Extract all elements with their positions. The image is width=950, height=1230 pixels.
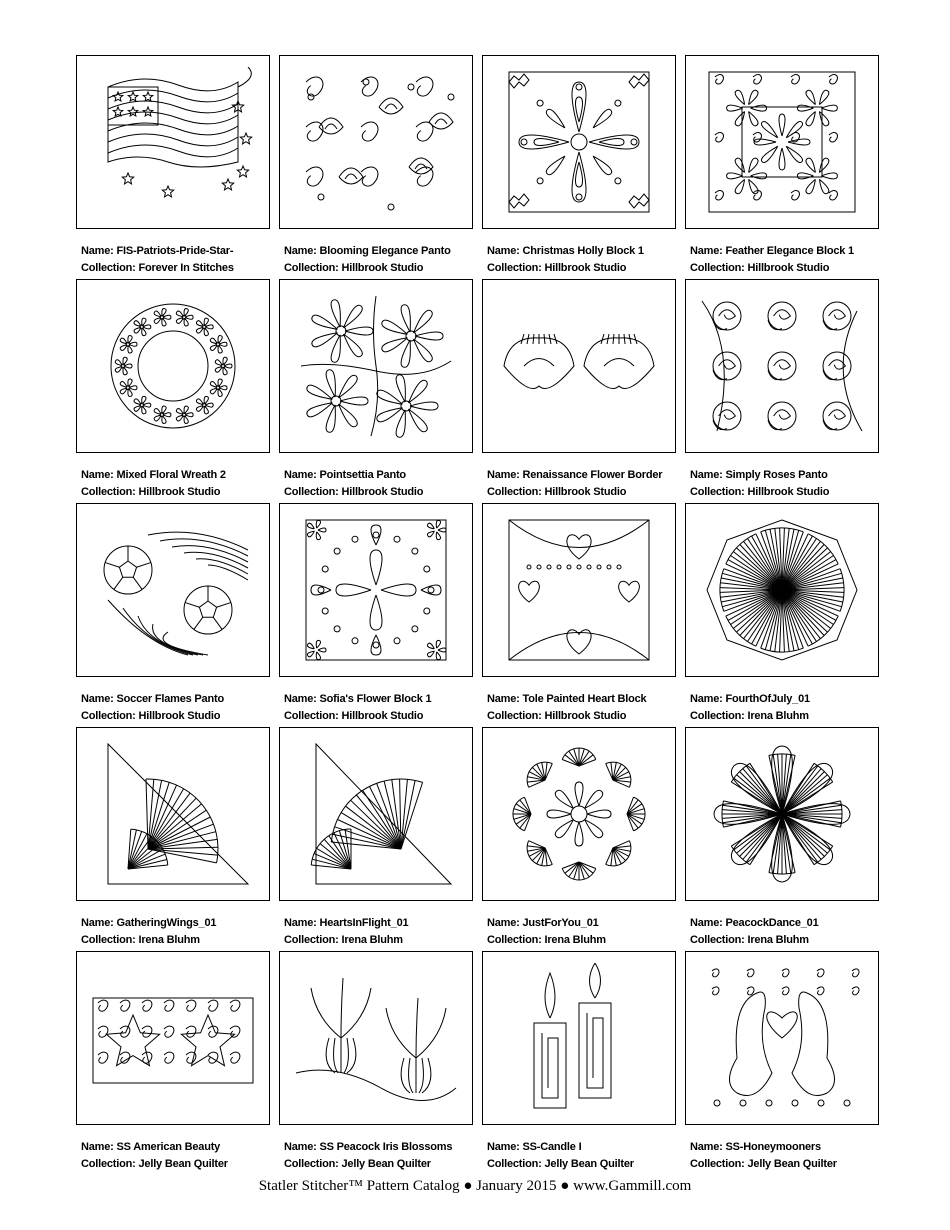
pattern-name-line: Name: Christmas Holly Block 1 (487, 245, 644, 257)
pattern-name: SS American Beauty (116, 1141, 221, 1153)
pattern-card[interactable] (76, 55, 272, 279)
pattern-collection-line: Collection: Hillbrook Studio (487, 710, 627, 722)
pattern-collection-line: Collection: Irena Bluhm (487, 934, 606, 946)
pattern-row (76, 727, 881, 951)
pattern-collection: Hillbrook Studio (341, 262, 424, 274)
pattern-collection-line: Collection: Hillbrook Studio (81, 710, 221, 722)
pattern-caption (76, 915, 272, 949)
name-label: Name (487, 917, 517, 929)
wreath-pattern-image (88, 291, 258, 441)
collection-label: Collection (690, 486, 742, 498)
candles-pattern-image (494, 963, 664, 1113)
pattern-caption (279, 691, 475, 725)
pattern-name-line: Name: Renaissance Flower Border (487, 469, 663, 481)
pattern-thumbnail[interactable] (482, 503, 676, 677)
pattern-card[interactable] (685, 279, 881, 503)
collection-label: Collection (487, 934, 539, 946)
collection-label: Collection (284, 1158, 336, 1170)
name-label: Name (81, 693, 111, 705)
pattern-card[interactable] (685, 55, 881, 279)
border-pattern-image (494, 291, 664, 441)
pattern-name-line: Name: FIS-Patriots-Pride-Star- (81, 245, 234, 257)
pattern-collection: Hillbrook Studio (544, 710, 627, 722)
pattern-collection-line: Collection: Hillbrook Studio (487, 262, 627, 274)
triangle-right-pattern-image (291, 739, 461, 889)
name-label: Name (690, 1141, 720, 1153)
pattern-collection: Hillbrook Studio (544, 262, 627, 274)
name-label: Name (690, 693, 720, 705)
name-label: Name (690, 469, 720, 481)
pattern-name: Christmas Holly Block 1 (522, 245, 644, 257)
name-label: Name (284, 245, 314, 257)
feather-block-pattern-image (697, 67, 867, 217)
pattern-caption (279, 915, 475, 949)
swans-pattern-image (697, 963, 867, 1113)
pattern-thumbnail[interactable] (279, 727, 473, 901)
pattern-thumbnail[interactable] (76, 727, 270, 901)
collection-label: Collection (81, 262, 133, 274)
pattern-caption (685, 915, 881, 949)
pattern-collection: Forever In Stitches (138, 262, 234, 274)
collection-label: Collection (690, 262, 742, 274)
pattern-name: Feather Elegance Block 1 (725, 245, 854, 257)
name-label: Name (487, 469, 517, 481)
pattern-card[interactable] (279, 55, 475, 279)
name-label: Name (487, 1141, 517, 1153)
name-label: Name (81, 245, 111, 257)
name-label: Name (690, 917, 720, 929)
pattern-caption (482, 1139, 678, 1173)
pattern-name-line: Name: SS Peacock Iris Blossoms (284, 1141, 453, 1153)
name-label: Name (690, 245, 720, 257)
pattern-name-line: Name: HeartsInFlight_01 (284, 917, 409, 929)
pattern-collection-line: Collection: Hillbrook Studio (284, 710, 424, 722)
pattern-caption (482, 467, 678, 501)
pattern-row (76, 55, 881, 279)
collection-label: Collection (487, 262, 539, 274)
pattern-name: SS-Honeymooners (725, 1141, 821, 1153)
pattern-collection: Jelly Bean Quilter (138, 1158, 228, 1170)
pattern-name-line: Name: Soccer Flames Panto (81, 693, 224, 705)
pattern-name: FourthOfJuly_01 (725, 693, 810, 705)
pattern-name: Mixed Floral Wreath 2 (116, 469, 226, 481)
pattern-name-line: Name: Mixed Floral Wreath 2 (81, 469, 226, 481)
holly-block-pattern-image (494, 67, 664, 217)
heart-block-pattern-image (494, 515, 664, 665)
pattern-card[interactable] (482, 951, 678, 1175)
pattern-collection-line: Collection: Irena Bluhm (81, 934, 200, 946)
pattern-collection: Hillbrook Studio (341, 710, 424, 722)
pattern-card[interactable] (685, 951, 881, 1175)
pattern-caption (482, 915, 678, 949)
collection-label: Collection (284, 934, 336, 946)
pattern-caption (685, 1139, 881, 1173)
name-label: Name (81, 917, 111, 929)
pattern-name: PeacockDance_01 (725, 917, 819, 929)
pattern-collection: Hillbrook Studio (138, 710, 221, 722)
collection-label: Collection (81, 934, 133, 946)
pattern-collection-line: Collection: Hillbrook Studio (690, 486, 830, 498)
pattern-collection: Irena Bluhm (747, 934, 809, 946)
roses-pattern-image (697, 291, 867, 441)
peacock-pattern-image (697, 739, 867, 889)
flag-pattern-image (88, 67, 258, 217)
pattern-thumbnail[interactable] (482, 727, 676, 901)
pattern-card[interactable] (76, 951, 272, 1175)
pattern-collection-line: Collection: Jelly Bean Quilter (81, 1158, 228, 1170)
collection-label: Collection (690, 1158, 742, 1170)
pattern-collection-line: Collection: Hillbrook Studio (284, 262, 424, 274)
pattern-caption (685, 467, 881, 501)
pattern-caption (482, 691, 678, 725)
pattern-collection-line: Collection: Irena Bluhm (690, 934, 809, 946)
pattern-collection: Hillbrook Studio (747, 486, 830, 498)
pattern-name-line: Name: FourthOfJuly_01 (690, 693, 810, 705)
sofia-block-pattern-image (291, 515, 461, 665)
pattern-collection-line: Collection: Jelly Bean Quilter (284, 1158, 431, 1170)
pattern-caption (76, 243, 272, 277)
pattern-collection: Irena Bluhm (747, 710, 809, 722)
pattern-collection: Jelly Bean Quilter (747, 1158, 837, 1170)
pattern-name-line: Name: Blooming Elegance Panto (284, 245, 451, 257)
collection-label: Collection (487, 1158, 539, 1170)
name-label: Name (284, 917, 314, 929)
pattern-card[interactable] (685, 503, 881, 727)
pattern-card[interactable] (279, 727, 475, 951)
pattern-collection-line: Collection: Forever In Stitches (81, 262, 234, 274)
pattern-row (76, 951, 881, 1175)
collection-label: Collection (81, 486, 133, 498)
pattern-thumbnail[interactable] (76, 503, 270, 677)
pattern-thumbnail[interactable] (279, 503, 473, 677)
pattern-caption (279, 243, 475, 277)
collection-label: Collection (284, 710, 336, 722)
pattern-collection-line: Collection: Irena Bluhm (690, 710, 809, 722)
pattern-collection: Hillbrook Studio (544, 486, 627, 498)
pattern-name-line: Name: Simply Roses Panto (690, 469, 828, 481)
pattern-grid (76, 55, 881, 1175)
pattern-caption (76, 1139, 272, 1173)
pattern-thumbnail[interactable] (685, 727, 879, 901)
pattern-card[interactable] (76, 503, 272, 727)
pattern-name-line: Name: Feather Elegance Block 1 (690, 245, 854, 257)
american-beauty-pattern-image (88, 963, 258, 1113)
pattern-name-line: Name: Sofia's Flower Block 1 (284, 693, 432, 705)
collection-label: Collection (284, 262, 336, 274)
pattern-name: Soccer Flames Panto (116, 693, 224, 705)
collection-label: Collection (487, 486, 539, 498)
fan-medallion-pattern-image (697, 515, 867, 665)
pattern-collection: Irena Bluhm (544, 934, 606, 946)
pattern-name: Simply Roses Panto (725, 469, 828, 481)
pattern-name: HeartsInFlight_01 (319, 917, 409, 929)
pattern-caption (76, 467, 272, 501)
triangle-left-pattern-image (88, 739, 258, 889)
pattern-card[interactable] (279, 279, 475, 503)
pattern-thumbnail[interactable] (482, 279, 676, 453)
collection-label: Collection (690, 710, 742, 722)
swirl-flowers-pattern-image (291, 67, 461, 217)
pattern-collection: Jelly Bean Quilter (341, 1158, 431, 1170)
name-label: Name (487, 245, 517, 257)
pattern-card[interactable] (279, 951, 475, 1175)
name-label: Name (487, 693, 517, 705)
pattern-caption (685, 691, 881, 725)
pattern-name: Blooming Elegance Panto (319, 245, 451, 257)
pattern-caption (279, 1139, 475, 1173)
pattern-name: FIS-Patriots-Pride-Star- (116, 245, 234, 257)
pattern-row (76, 503, 881, 727)
catalog-footer: Statler Stitcher™ Pattern Catalog ● January 2015 ● www.Gammill.com (258, 1178, 692, 1194)
pattern-collection: Jelly Bean Quilter (544, 1158, 634, 1170)
pattern-collection-line: Collection: Jelly Bean Quilter (487, 1158, 634, 1170)
pattern-name: Renaissance Flower Border (522, 469, 663, 481)
pattern-thumbnail[interactable] (685, 951, 879, 1125)
pattern-thumbnail[interactable] (482, 55, 676, 229)
pattern-card[interactable] (685, 727, 881, 951)
pattern-card[interactable] (482, 279, 678, 503)
pattern-thumbnail[interactable] (279, 951, 473, 1125)
pattern-thumbnail[interactable] (279, 279, 473, 453)
pattern-collection: Hillbrook Studio (138, 486, 221, 498)
pattern-name: Pointsettia Panto (319, 469, 406, 481)
pattern-thumbnail[interactable] (482, 951, 676, 1125)
pattern-collection-line: Collection: Hillbrook Studio (284, 486, 424, 498)
name-label: Name (284, 1141, 314, 1153)
pattern-thumbnail[interactable] (685, 503, 879, 677)
pattern-collection: Hillbrook Studio (341, 486, 424, 498)
poinsettia-pattern-image (291, 291, 461, 441)
pattern-row (76, 279, 881, 503)
pattern-caption (76, 691, 272, 725)
pattern-thumbnail[interactable] (76, 55, 270, 229)
collection-label: Collection (284, 486, 336, 498)
pattern-thumbnail[interactable] (76, 279, 270, 453)
pattern-thumbnail[interactable] (685, 55, 879, 229)
collection-label: Collection (690, 934, 742, 946)
pattern-collection: Irena Bluhm (341, 934, 403, 946)
pattern-collection-line: Collection: Irena Bluhm (284, 934, 403, 946)
collection-label: Collection (487, 710, 539, 722)
soccer-pattern-image (88, 515, 258, 665)
pattern-name: SS-Candle I (522, 1141, 582, 1153)
pattern-card[interactable] (76, 279, 272, 503)
pattern-card[interactable] (482, 727, 678, 951)
pattern-caption (685, 243, 881, 277)
pattern-thumbnail[interactable] (279, 55, 473, 229)
name-label: Name (284, 693, 314, 705)
name-label: Name (284, 469, 314, 481)
pattern-name-line: Name: Pointsettia Panto (284, 469, 406, 481)
pattern-name: GatheringWings_01 (116, 917, 217, 929)
collection-label: Collection (81, 1158, 133, 1170)
pattern-thumbnail[interactable] (76, 951, 270, 1125)
pattern-card[interactable] (482, 55, 678, 279)
collection-label: Collection (81, 710, 133, 722)
iris-pattern-image (291, 963, 461, 1113)
pattern-name-line: Name: SS-Honeymooners (690, 1141, 821, 1153)
pattern-card[interactable] (482, 503, 678, 727)
pattern-name-line: Name: GatheringWings_01 (81, 917, 217, 929)
pattern-collection-line: Collection: Hillbrook Studio (690, 262, 830, 274)
pattern-name-line: Name: SS-Candle I (487, 1141, 582, 1153)
pattern-name-line: Name: SS American Beauty (81, 1141, 221, 1153)
pattern-name: SS Peacock Iris Blossoms (319, 1141, 453, 1153)
pattern-name: Tole Painted Heart Block (522, 693, 647, 705)
round-medallion-pattern-image (494, 739, 664, 889)
pattern-card[interactable] (279, 503, 475, 727)
name-label: Name (81, 1141, 111, 1153)
pattern-collection-line: Collection: Hillbrook Studio (81, 486, 221, 498)
pattern-name-line: Name: PeacockDance_01 (690, 917, 819, 929)
pattern-name: JustForYou_01 (522, 917, 599, 929)
pattern-collection: Irena Bluhm (138, 934, 200, 946)
pattern-collection-line: Collection: Hillbrook Studio (487, 486, 627, 498)
pattern-card[interactable] (76, 727, 272, 951)
pattern-name-line: Name: JustForYou_01 (487, 917, 599, 929)
pattern-caption (279, 467, 475, 501)
pattern-name: Sofia's Flower Block 1 (319, 693, 432, 705)
pattern-thumbnail[interactable] (685, 279, 879, 453)
pattern-collection-line: Collection: Jelly Bean Quilter (690, 1158, 837, 1170)
name-label: Name (81, 469, 111, 481)
pattern-name-line: Name: Tole Painted Heart Block (487, 693, 647, 705)
pattern-collection: Hillbrook Studio (747, 262, 830, 274)
pattern-caption (482, 243, 678, 277)
